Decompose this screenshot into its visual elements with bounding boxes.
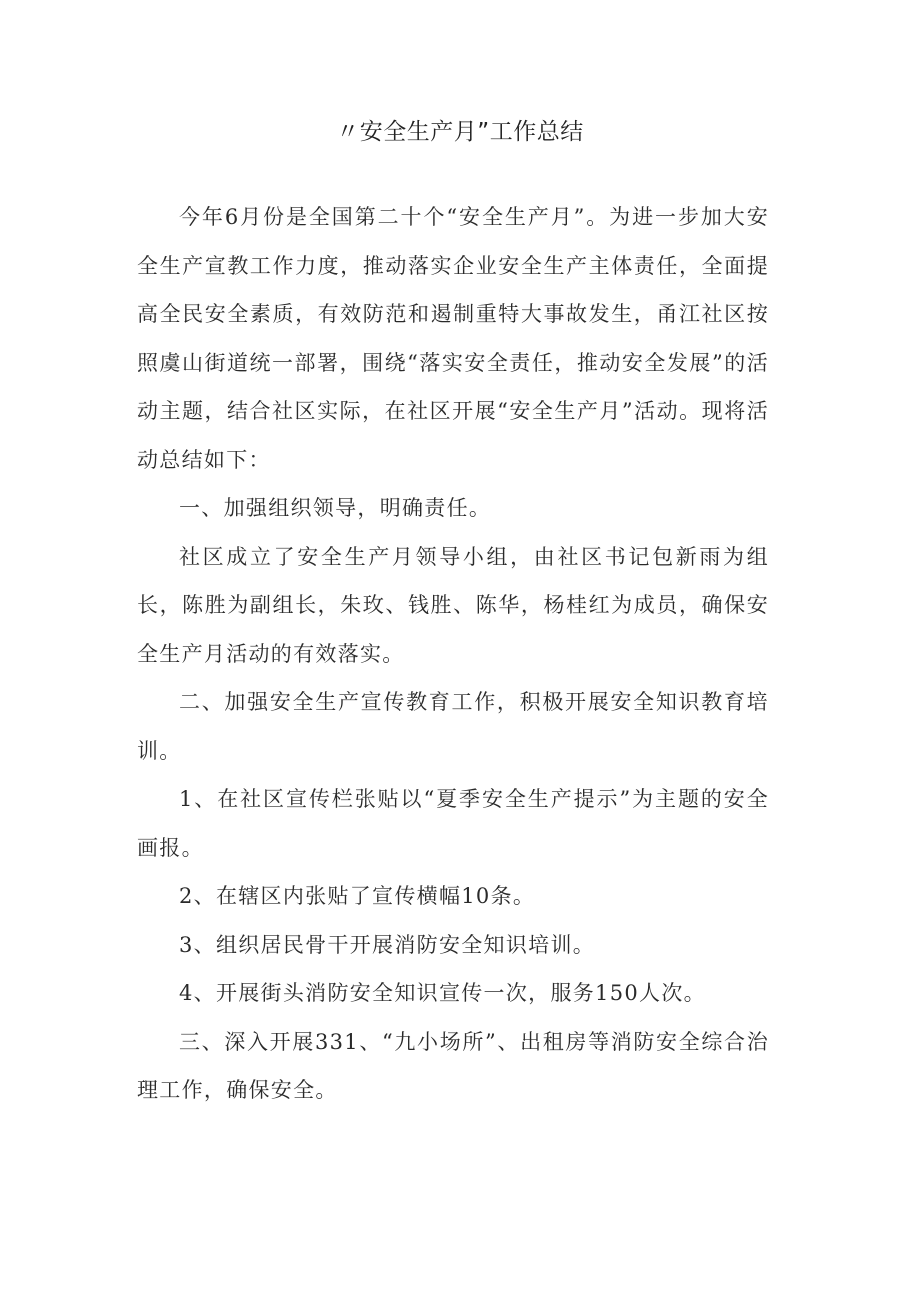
section-heading-publicity: 二、加强安全生产宣传教育工作，积极开展安全知识教育培训。 <box>137 690 769 763</box>
section-heading-fire-safety: 三、深入开展331、“九小场所”、出租房等消防安全综合治理工作，确保安全。 <box>137 1029 769 1102</box>
list-item-posters: 1、在社区宣传栏张贴以“夏季安全生产提示”为主题的安全画报。 <box>137 787 769 860</box>
section-heading-organization: 一、加强组织领导，明确责任。 <box>179 496 492 520</box>
paragraph-intro: 今年6月份是全国第二十个“安全生产月”。为进一步加大安全生产宣教工作力度，推动落实企业安全生产主体责任，全面提高全民安全素质，有效防范和遏制重特大事故发生，甬江社区按照虞山街道统一部署，围绕“落实安全责任，推动安全发展”的活动主题，结合社区实际，在社区开展“安全生产月”活动。现将活动总结如下： <box>137 205 769 472</box>
list-item-training: 3、组织居民骨干开展消防安全知识培训。 <box>179 932 596 957</box>
document-title: 〃安全生产月”工作总结 <box>336 119 584 145</box>
document-body <box>137 193 769 1115</box>
list-item-street-campaign: 4、开展街头消防安全知识宣传一次，服务150人次。 <box>179 981 706 1005</box>
list-item-banners: 2、在辖区内张贴了宣传横幅10条。 <box>179 884 536 908</box>
paragraph-leadership-group: 社区成立了安全生产月领导小组，由社区书记包新雨为组长，陈胜为副组长，朱玫、钱胜、陈华，杨桂红为成员，确保安全生产月活动的有效落实。 <box>137 544 769 666</box>
